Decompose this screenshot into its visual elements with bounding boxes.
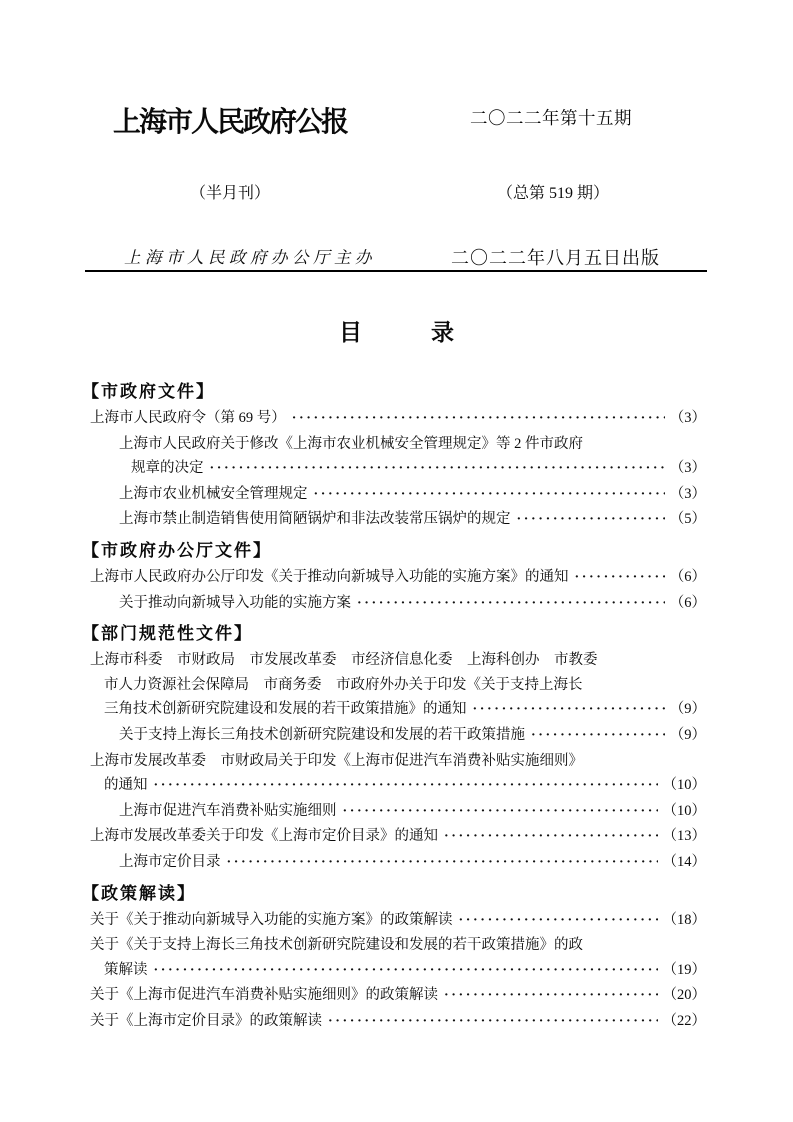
toc-entry-text: 关于《上海市定价目录》的政策解读 xyxy=(90,1012,322,1029)
toc-entry-text: 上海市人民政府关于修改《上海市农业机械安全管理规定》等 2 件市政府 xyxy=(119,435,583,452)
toc-entry-text: 市人力资源社会保障局 市商务委 市政府外办关于印发《关于支持上海长 xyxy=(104,676,583,693)
toc-entry-text: 上海市发展改革委关于印发《上海市定价目录》的通知 xyxy=(90,828,438,845)
toc-entry-text: 关于支持上海长三角技术创新研究院建设和发展的若干政策措施 xyxy=(119,726,525,743)
dot-leader xyxy=(154,773,658,799)
toc-entry xyxy=(90,723,706,749)
toc-entry xyxy=(90,482,706,508)
dot-leader xyxy=(292,406,665,432)
dot-leader xyxy=(444,824,658,850)
toc-entry xyxy=(90,456,706,482)
page-number: （3） xyxy=(669,460,706,477)
dot-leader xyxy=(210,456,665,482)
toc-entry-text: 三角技术创新研究院建设和发展的若干政策措施》的通知 xyxy=(104,701,467,718)
page-number: （19） xyxy=(662,961,706,978)
toc-entry xyxy=(90,799,706,825)
dot-leader xyxy=(227,850,658,876)
toc-entry-text: 上海市定价目录 xyxy=(119,853,221,870)
issue-number: 二〇二二年第十五期 xyxy=(470,108,632,128)
toc-entry-text: 上海市人民政府令（第 69 号） xyxy=(90,410,286,426)
toc-entry-text: 上海市促进汽车消费补贴实施细则 xyxy=(119,802,337,819)
page-number: （10） xyxy=(662,802,706,819)
organizer-label: 上海市人民政府办公厅主办 xyxy=(124,248,376,267)
page-number: （20） xyxy=(662,987,706,1004)
page-number: （6） xyxy=(669,594,706,611)
toc-section-header: 【市政府办公厅文件】 xyxy=(82,540,272,560)
toc-entry-text: 规章的决定 xyxy=(131,460,204,477)
toc-section-header: 【部门规范性文件】 xyxy=(82,624,253,644)
masthead-divider xyxy=(85,270,707,272)
publish-date: 二〇二二年八月五日出版 xyxy=(451,248,660,268)
toc-entry xyxy=(90,673,706,698)
page-number: （6） xyxy=(669,568,706,585)
gazette-title: 上海市人民政府公报 xyxy=(113,107,348,138)
page-number: （3） xyxy=(669,410,706,426)
dot-leader xyxy=(343,799,658,825)
toc-entry-text: 关于推动向新城导入功能的实施方案 xyxy=(119,594,351,611)
toc-entry xyxy=(90,406,706,432)
dot-leader xyxy=(517,507,665,533)
toc-entry xyxy=(90,432,706,457)
page-number: （18） xyxy=(662,911,706,928)
toc-entry-text: 的通知 xyxy=(104,777,148,794)
toc-section-header: 【政策解读】 xyxy=(82,883,196,903)
periodicity-label: （半月刊） xyxy=(190,185,271,202)
toc-entry-text: 上海市禁止制造销售使用简陋锅炉和非法改装常压锅炉的规定 xyxy=(119,511,511,528)
page-number: （5） xyxy=(669,511,706,528)
toc-entry xyxy=(90,773,706,799)
page-number: （14） xyxy=(662,853,706,870)
toc-entry-text: 上海市科委 市财政局 市发展改革委 市经济信息化委 上海科创办 市教委 xyxy=(90,652,598,669)
table-of-contents xyxy=(82,374,706,1034)
toc-section-header: 【市政府文件】 xyxy=(82,382,215,401)
toc-entry xyxy=(90,933,706,958)
toc-entry xyxy=(90,850,706,876)
toc-entry xyxy=(90,507,706,533)
toc-entry xyxy=(90,565,706,591)
page-number: （10） xyxy=(662,777,706,794)
toc-entry xyxy=(90,908,706,934)
dot-leader xyxy=(459,908,658,934)
toc-entry xyxy=(90,958,706,984)
toc-entry-text: 上海市人民政府办公厅印发《关于推动向新城导入功能的实施方案》的通知 xyxy=(90,568,569,585)
toc-entry xyxy=(90,983,706,1009)
page-number: （9） xyxy=(669,726,706,743)
dot-leader xyxy=(473,697,665,723)
toc-entry xyxy=(90,648,706,673)
toc-entry xyxy=(90,749,706,774)
toc-entry xyxy=(90,1009,706,1035)
toc-heading: 目 录 xyxy=(339,319,454,345)
toc-entry-text: 上海市发展改革委 市财政局关于印发《上海市促进汽车消费补贴实施细则》 xyxy=(90,752,583,769)
dot-leader xyxy=(328,1009,658,1035)
dot-leader xyxy=(444,983,658,1009)
toc-entry xyxy=(90,824,706,850)
cumulative-issue-label: （总第 519 期） xyxy=(497,185,610,202)
toc-entry-text: 上海市农业机械安全管理规定 xyxy=(119,485,308,502)
page-number: （22） xyxy=(662,1012,706,1029)
page-number: （9） xyxy=(669,701,706,718)
page-number: （13） xyxy=(662,828,706,845)
dot-leader xyxy=(314,482,665,508)
toc-entry-text: 关于《关于支持上海长三角技术创新研究院建设和发展的若干政策措施》的政 xyxy=(90,937,583,954)
toc-entry xyxy=(90,697,706,723)
toc-entry xyxy=(90,591,706,617)
dot-leader xyxy=(531,723,665,749)
dot-leader xyxy=(575,565,665,591)
dot-leader xyxy=(357,591,665,617)
page-number: （3） xyxy=(669,485,706,502)
toc-entry-text: 策解读 xyxy=(104,961,148,978)
toc-entry-text: 关于《上海市促进汽车消费补贴实施细则》的政策解读 xyxy=(90,987,438,1004)
toc-entry-text: 关于《关于推动向新城导入功能的实施方案》的政策解读 xyxy=(90,911,453,928)
dot-leader xyxy=(154,958,658,984)
